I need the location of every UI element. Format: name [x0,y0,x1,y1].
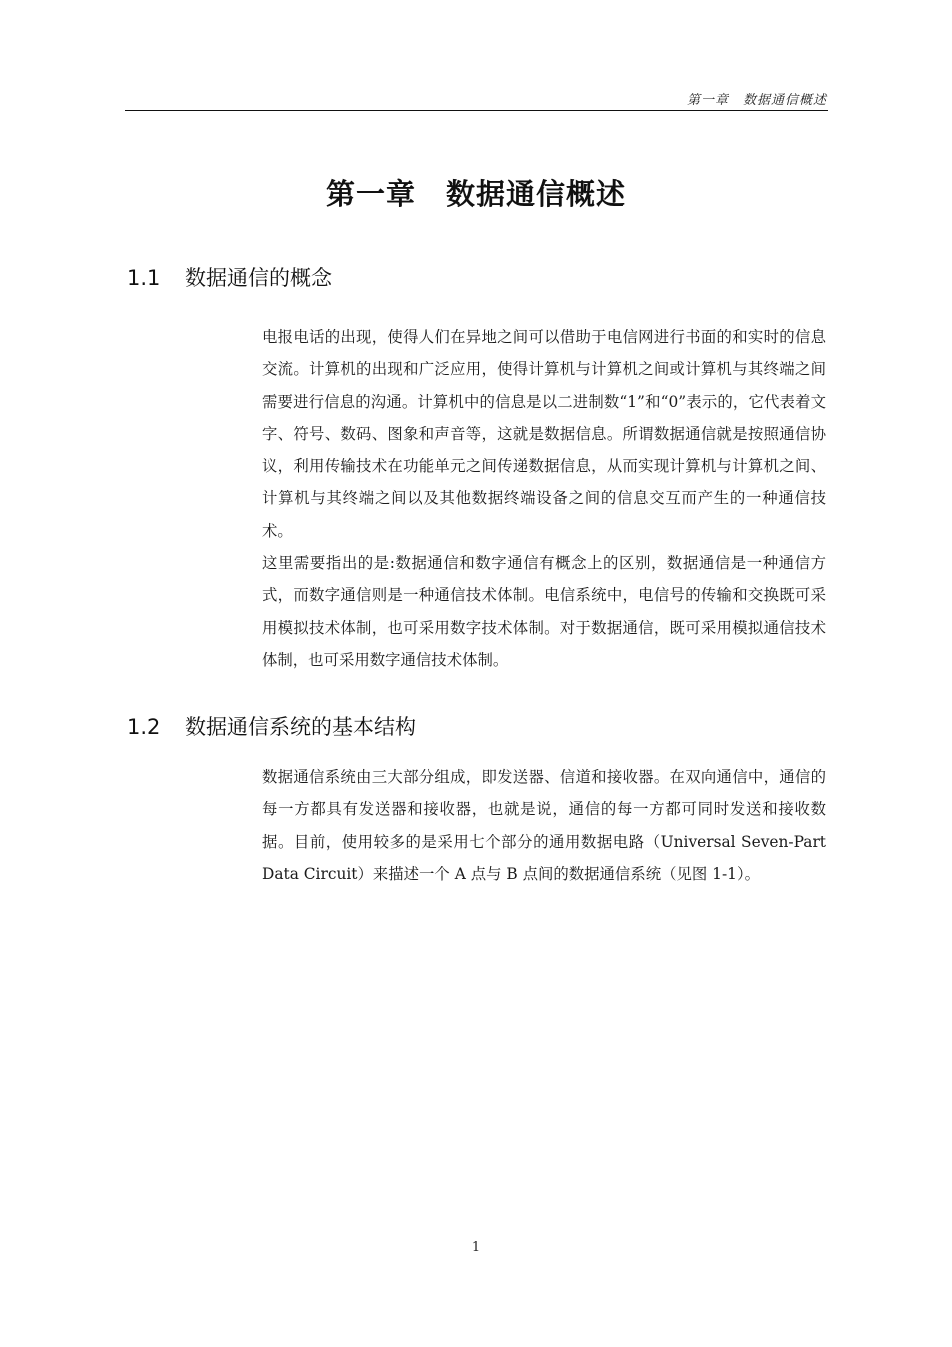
paragraph-structure-1: 数据通信系统由三大部分组成，即发送器、信道和接收器。在双向通信中，通信的每一方都具有发送器和接收器，也就是说，通信的每一方都可同时发送和接收数据。目前，使用较多的是采用七个部分的通用数据电路（Universal Seven-Part Data Circuit）来描述一个 A 点与 B 点间的数据通信系统（见图 1-1）。 [262,768,826,883]
paragraph-concept-1: 电报电话的出现，使得人们在异地之间可以借助于电信网进行书面的和实时的信息交流。计算机的出现和广泛应用，使得计算机与计算机之间或计算机与其终端之间需要进行信息的沟通。计算机中的信息是以二进制数“1”和“0”表示的，它代表着文字、符号、数码、图象和声音等，这就是数据信息。所谓数据通信就是按照通信协议，利用传输技术在功能单元之间传递数据信息，从而实现计算机与计算机之间、计算机与其终端之间以及其他数据终端设备之间的信息交互而产生的一种通信技术。 [262,328,826,540]
section-heading-1-1 [127,262,332,292]
section-title: 数据通信的概念 [185,266,332,290]
running-header: 第一章 数据通信概述 [686,93,827,108]
header-rule [125,110,828,111]
paragraph-concept-2: 这里需要指出的是:数据通信和数字通信有概念上的区别，数据通信是一种通信方式，而数字通信则是一种通信技术体制。电信系统中，电信号的传输和交换既可采用模拟技术体制，也可采用数字技术体制。对于数据通信，既可采用模拟通信技术体制，也可采用数字通信技术体制。 [262,554,826,669]
chapter-name: 数据通信概述 [446,177,627,211]
section-number: 1.1 [127,266,161,290]
page-number: 1 [471,1240,481,1255]
chapter-title [0,172,952,213]
section-heading-1-2 [127,711,416,741]
section-title: 数据通信系统的基本结构 [185,715,416,739]
section-number: 1.2 [127,715,161,739]
chapter-label: 第一章 [325,177,416,211]
